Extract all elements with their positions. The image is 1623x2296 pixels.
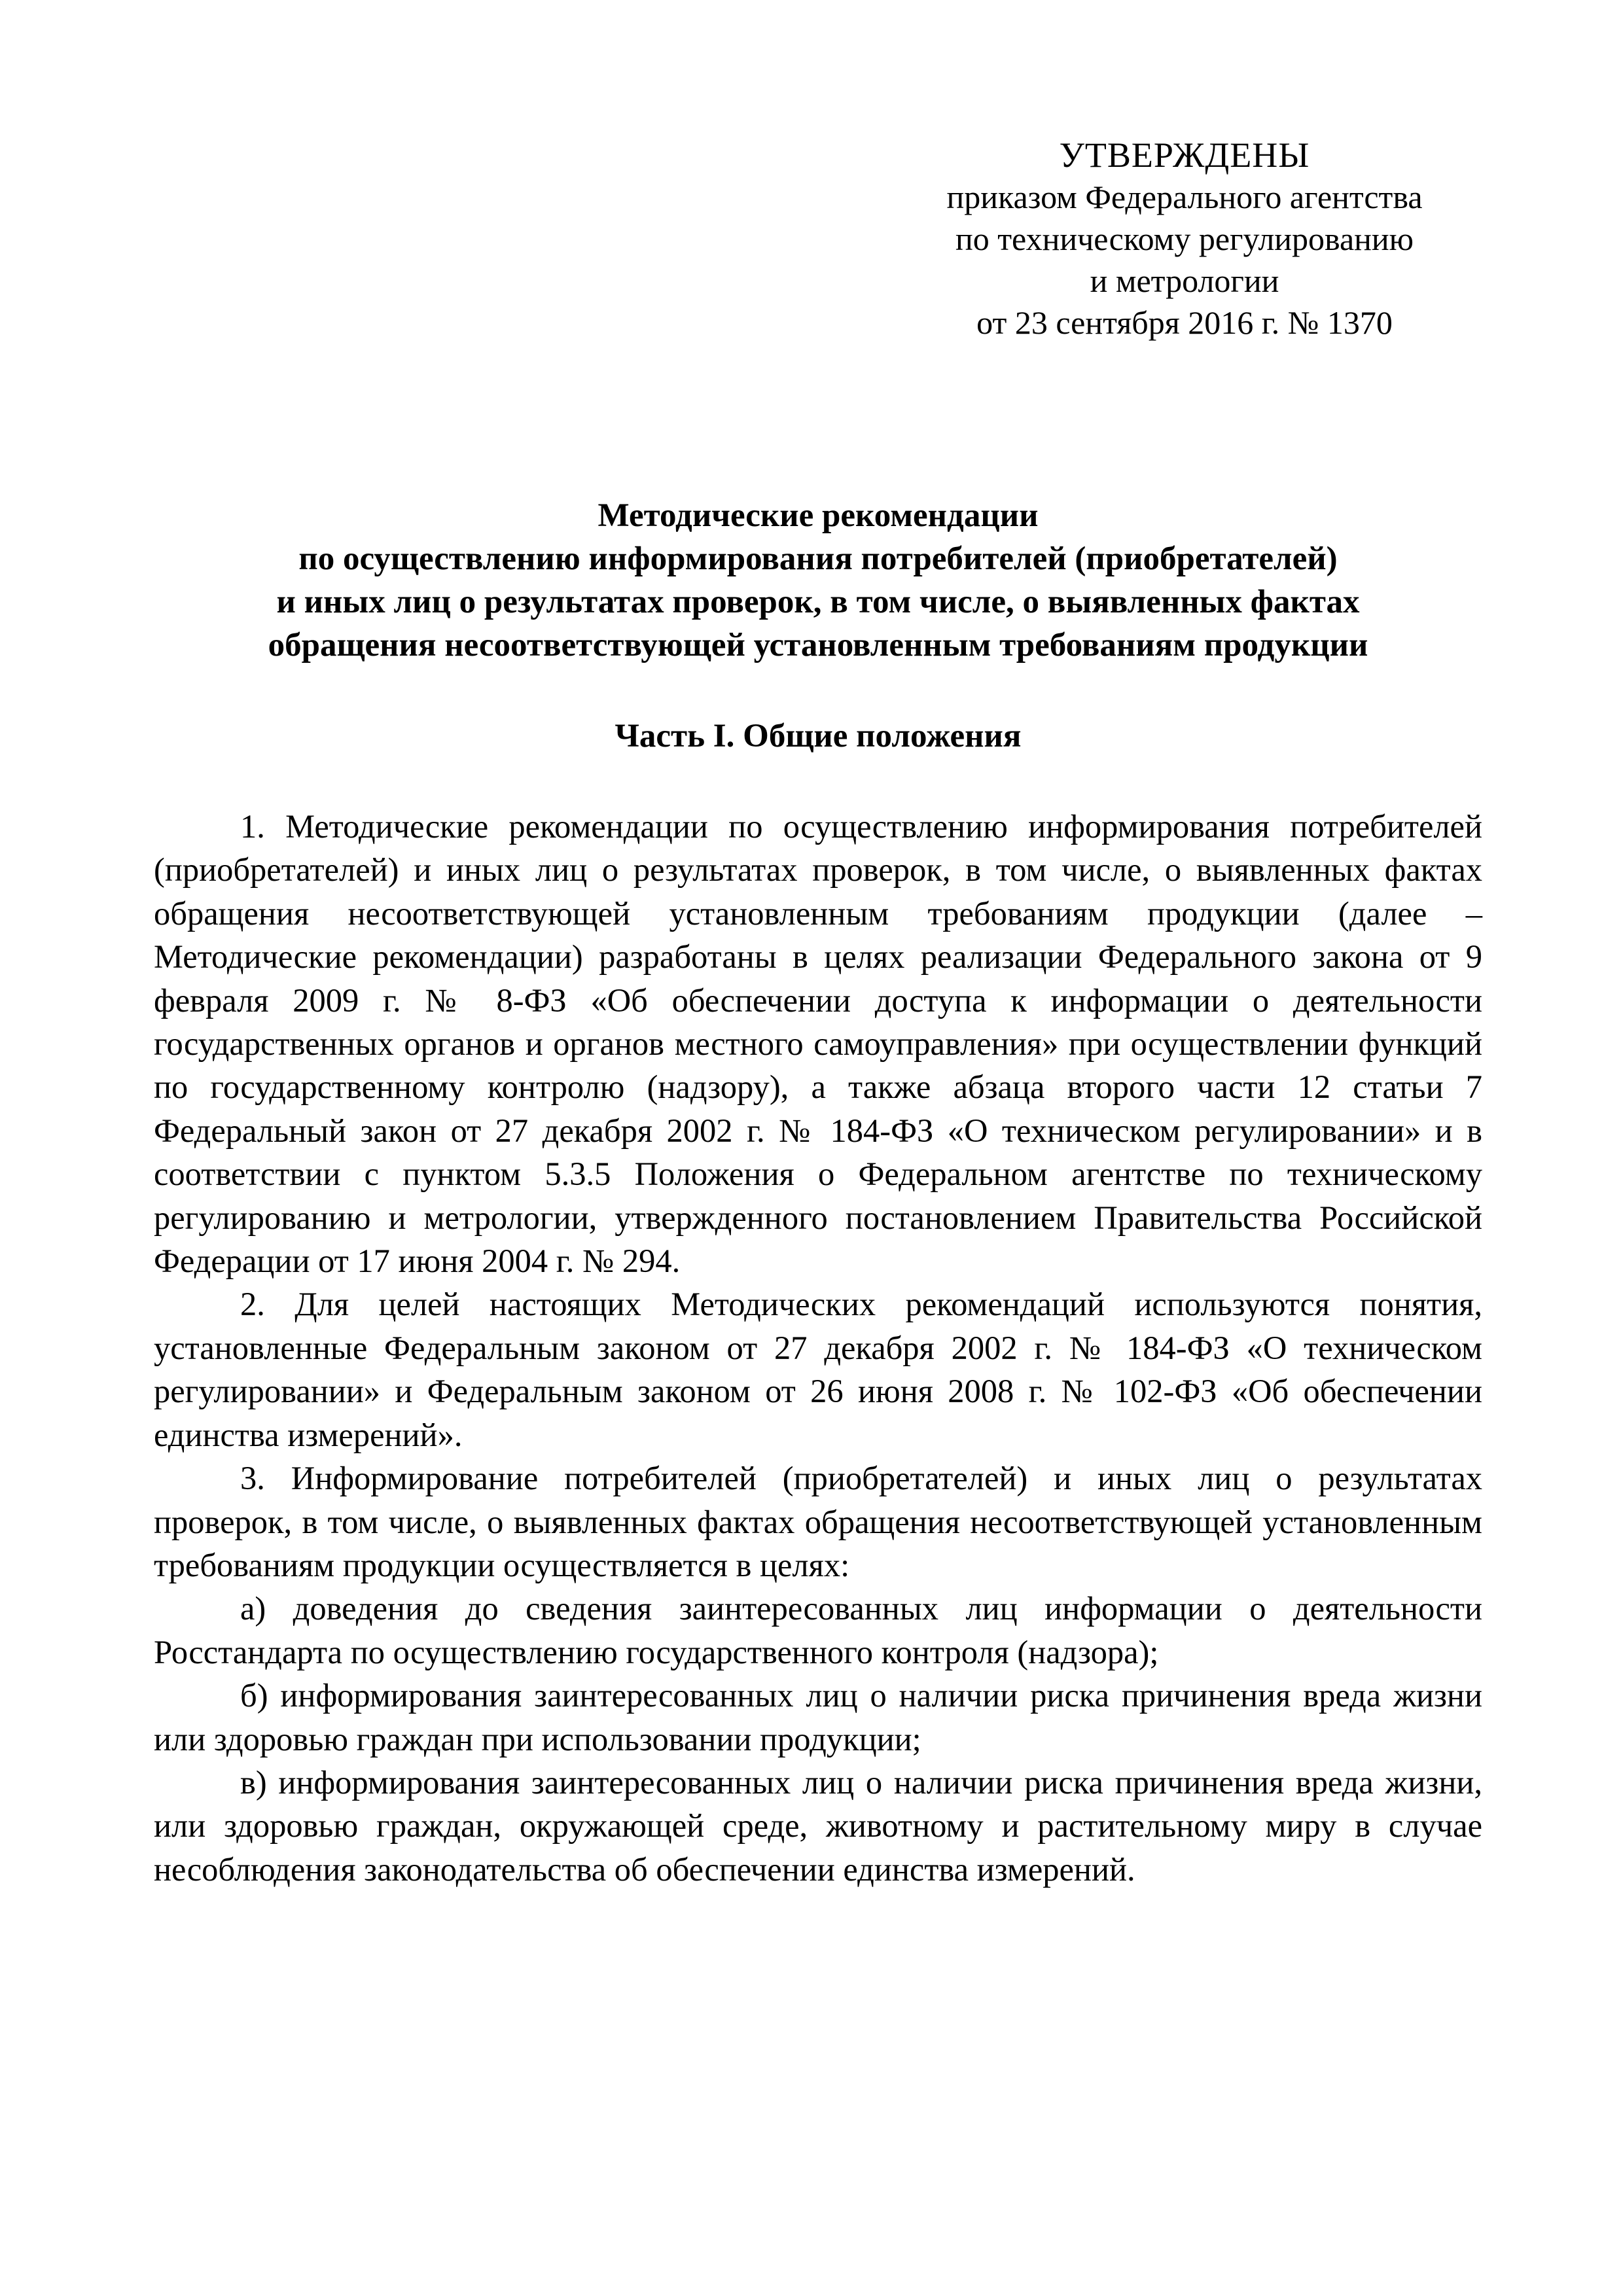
paragraph-3a: а) доведения до сведения заинтересованных лиц информации о деятельности Росстандарта по осуществлению государственного контроля (надзора);: [154, 1590, 1482, 1670]
paragraph-3: 3. Информирование потребителей (приобретателей) и иных лиц о результатах проверок, в том числе, о выявленных фактах обращения несоответствующей установленным требованиям продукции осуществляется в целях:: [154, 1460, 1482, 1583]
paragraph-2: 2. Для целей настоящих Методических рекомендаций используются понятия, установленные Федеральным законом от 27 декабря 2002 г. № 184-ФЗ «О техническом регулировании» и Федеральным законом от 26 июня 2008 г. № 102-ФЗ «Об обеспечении единства измерений».: [154, 1286, 1482, 1453]
title-line: по осуществлению информирования потребителей (приобретателей): [298, 540, 1338, 577]
approval-date-line: от 23 сентября 2016 г. № 1370: [976, 304, 1393, 341]
title-line: и иных лиц о результатах проверок, в том числе, о выявленных фактах: [276, 584, 1360, 620]
approval-block: [877, 134, 1492, 344]
approval-heading: УТВЕРЖДЕНЫ: [1059, 135, 1310, 175]
title-line: Методические рекомендации: [597, 497, 1039, 534]
paragraph-1: 1. Методические рекомендации по осуществлению информирования потребителей (приобретателей) и иных лиц о результатах проверок, в том числе, о выявленных фактах обращения несоответствующей установленным требованиям продукции (далее – Методические рекомендации) разработаны в целях реализации Федерального закона от 9 февраля 2009 г. № 8-ФЗ «Об обеспечении доступа к информации о деятельности государственных органов и органов местного самоуправления» при осуществлении функций по государственному контролю (надзору), а также абзаца второго части 12 статьи 7 Федеральный закон от 27 декабря 2002 г. № 184-ФЗ «О техническом регулировании» и в соответствии с пунктом 5.3.5 Положения о Федеральном агентстве по техническому регулированию и метрологии, утвержденного постановлением Правительства Российской Федерации от 17 июня 2004 г. № 294.: [154, 808, 1482, 1280]
approval-line: и метрологии: [1090, 262, 1279, 299]
section-title: Часть I. Общие положения: [615, 718, 1022, 754]
title-line: обращения несоответствующей установленным требованиям продукции: [268, 627, 1368, 663]
paragraph-3b: б) информирования заинтересованных лиц о наличии риска причинения вреда жизни или здоровью граждан при использовании продукции;: [154, 1677, 1482, 1757]
document-body: [154, 805, 1482, 1891]
document-title: [151, 494, 1486, 667]
paragraph-3c: в) информирования заинтересованных лиц о наличии риска причинения вреда жизни, или здоровью граждан, окружающей среде, животному и растительному миру в случае несоблюдения законодательства об обеспечении единства измерений.: [154, 1763, 1482, 1888]
approval-line: приказом Федерального агентства: [946, 179, 1423, 215]
approval-line: по техническому регулированию: [955, 221, 1414, 257]
